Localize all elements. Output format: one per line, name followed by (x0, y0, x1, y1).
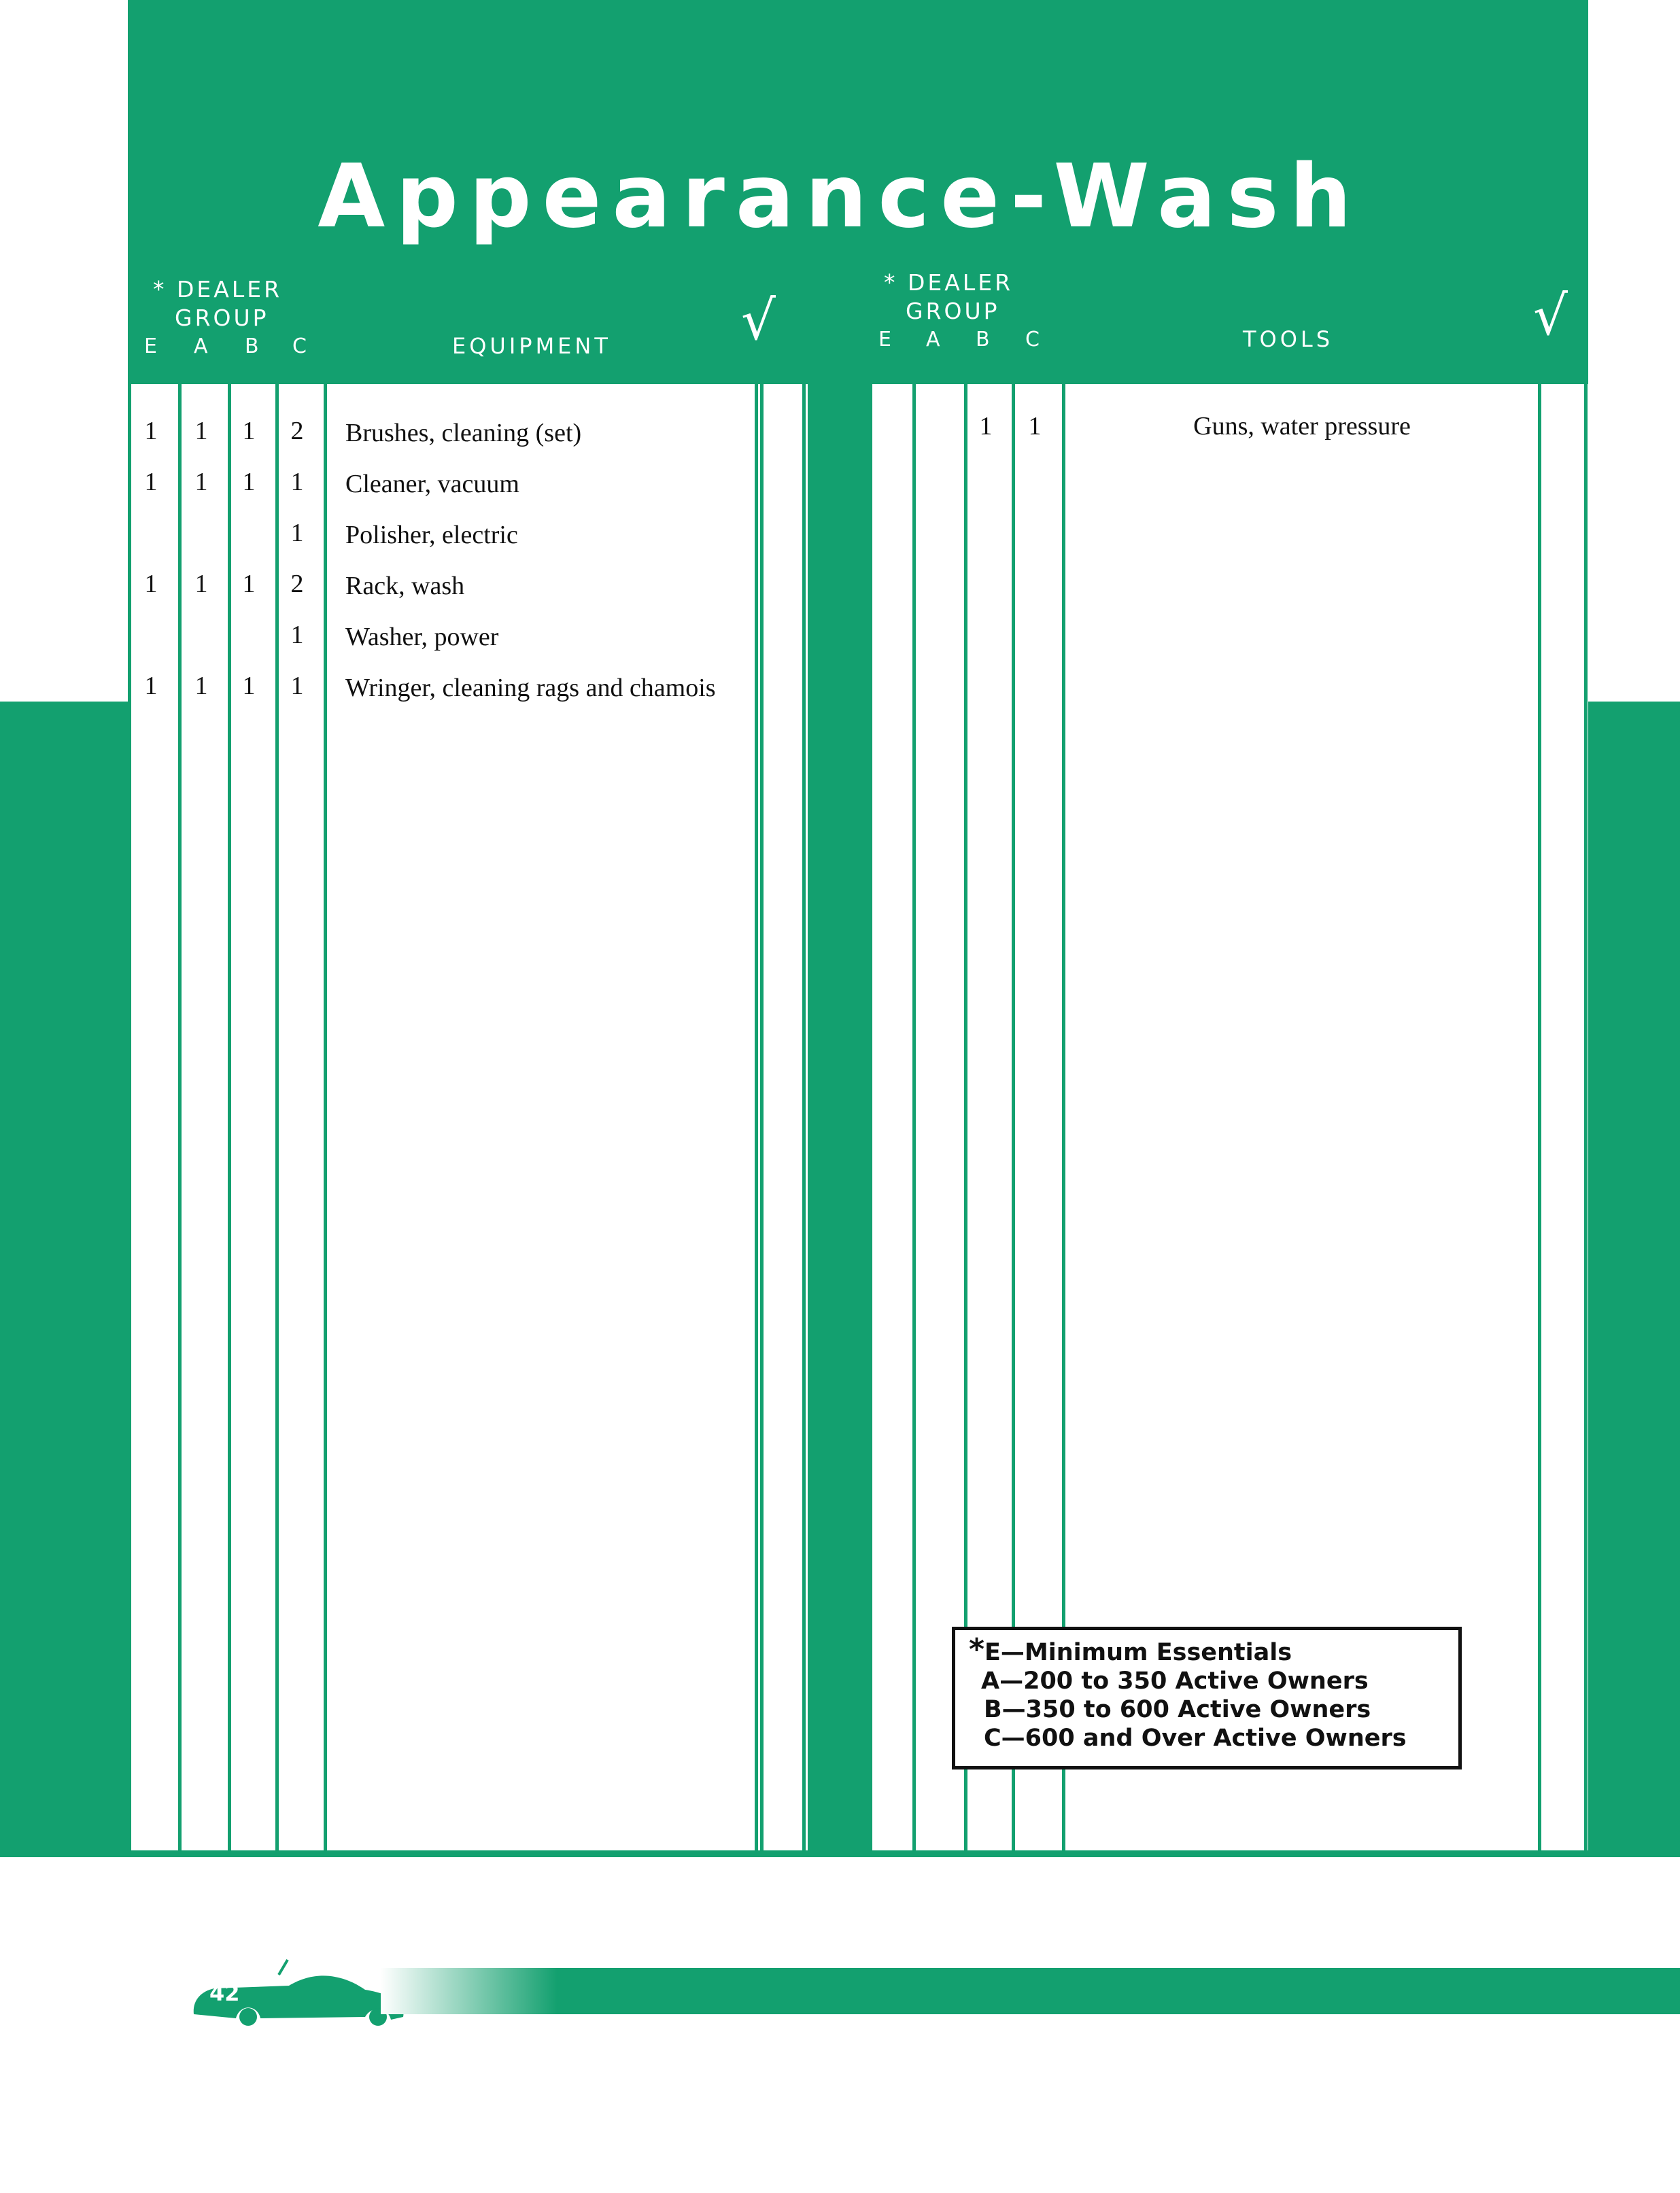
equipment-name: Brushes, cleaning (set) (345, 419, 582, 447)
letter-c: C (1025, 328, 1042, 351)
rule (128, 384, 131, 1852)
footer-strip (381, 1968, 1680, 2014)
footer-strip-fade (381, 1968, 558, 2014)
asterisk: * (153, 276, 167, 303)
tools-header: TOOLS (1243, 326, 1334, 352)
rule (1538, 384, 1541, 1852)
left-check-icon: √ (741, 289, 776, 352)
equipment-name: Polisher, electric (345, 521, 518, 549)
rule (178, 384, 182, 1852)
table-bottom-rule (128, 1850, 1588, 1853)
group-label: GROUP (906, 298, 1000, 324)
equipment-header: EQUIPMENT (452, 333, 611, 359)
qty-e: 1 (144, 570, 158, 598)
rule (228, 384, 231, 1852)
dealer-group-legend (952, 1627, 1462, 1769)
page-title: Appearance-Wash (318, 146, 1362, 247)
legend-asterisk: * (969, 1632, 985, 1667)
qty-b: 1 (242, 570, 256, 598)
qty-b: 1 (979, 412, 993, 441)
legend-line: B—350 to 600 Active Owners (984, 1696, 1371, 1723)
group-label: GROUP (175, 305, 269, 331)
qty-e: 1 (144, 672, 158, 700)
letter-a: A (926, 328, 943, 351)
rule (755, 384, 758, 1852)
qty-a: 1 (194, 468, 208, 496)
letter-b: B (976, 328, 993, 351)
rule (760, 384, 764, 1852)
asterisk: * (884, 269, 898, 296)
qty-c: 1 (290, 672, 304, 700)
letter-c: C (292, 334, 309, 358)
page-number: 42 (209, 1980, 240, 2006)
equipment-name: Washer, power (345, 623, 499, 651)
equipment-name: Cleaner, vacuum (345, 470, 519, 498)
legend-line: A—200 to 350 Active Owners (981, 1668, 1369, 1695)
dealer-label: DEALER (908, 269, 1014, 296)
right-dealer-group-header (884, 269, 1013, 326)
center-band (806, 381, 874, 707)
legend-line (969, 1632, 1447, 1667)
rule (275, 384, 279, 1852)
qty-a: 1 (194, 417, 208, 445)
letter-a: A (194, 334, 211, 358)
legend-line: C—600 and Over Active Owners (984, 1725, 1407, 1752)
letter-e: E (144, 334, 160, 358)
qty-c: 2 (290, 417, 304, 445)
qty-c: 1 (1028, 412, 1042, 441)
equipment-name: Rack, wash (345, 572, 465, 600)
qty-c: 1 (290, 621, 304, 649)
qty-a: 1 (194, 672, 208, 700)
qty-e: 1 (144, 468, 158, 496)
qty-c: 2 (290, 570, 304, 598)
left-dealer-group-header (153, 275, 282, 332)
rule (324, 384, 327, 1852)
rule (869, 384, 872, 1852)
qty-e: 1 (144, 417, 158, 445)
tool-name: Guns, water pressure (1193, 412, 1411, 441)
right-check-icon: √ (1533, 284, 1568, 347)
legend-text: E—Minimum Essentials (984, 1639, 1292, 1666)
qty-a: 1 (194, 570, 208, 598)
rule (912, 384, 916, 1852)
qty-b: 1 (242, 417, 256, 445)
dealer-label: DEALER (177, 276, 283, 303)
equipment-name: Wringer, cleaning rags and chamois (345, 674, 716, 702)
rule (802, 384, 806, 1852)
qty-b: 1 (242, 672, 256, 700)
qty-b: 1 (242, 468, 256, 496)
qty-c: 1 (290, 468, 304, 496)
letter-e: E (878, 328, 894, 351)
rule (1584, 384, 1588, 1852)
qty-c: 1 (290, 519, 304, 547)
letter-b: B (245, 334, 262, 358)
